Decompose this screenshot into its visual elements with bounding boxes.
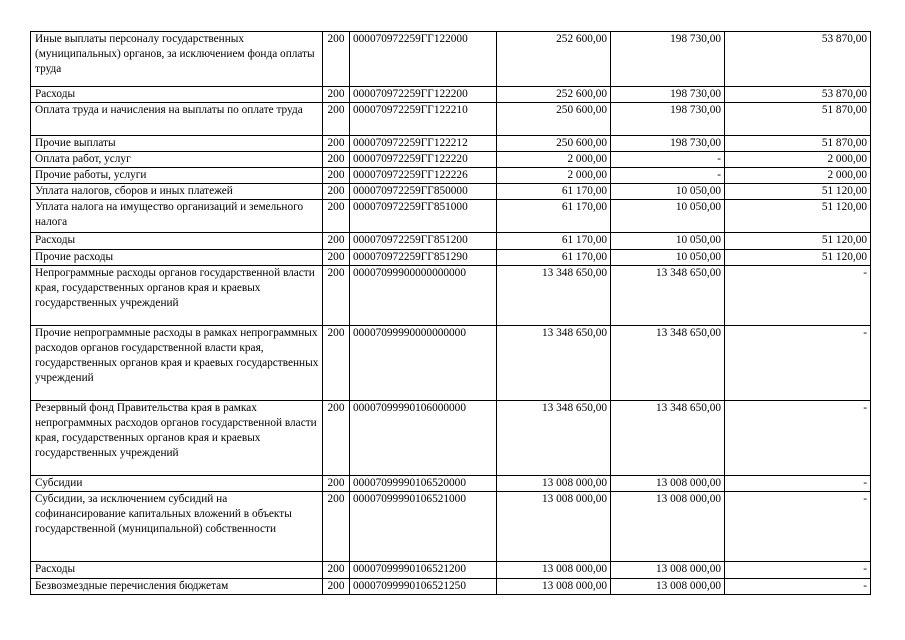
row-unexecuted-amount: - — [725, 562, 871, 579]
row-unexecuted-amount: 2 000,00 — [725, 168, 871, 184]
row-name: Субсидии, за исключением субсидий на софинансирование капитальных вложений в объекты государственной (муниципальной) собственности — [31, 492, 323, 562]
row-line-code: 200 — [323, 168, 350, 184]
table-row — [31, 103, 871, 136]
row-executed-amount: 10 050,00 — [611, 233, 725, 250]
row-name: Уплата налога на имущество организаций и земельного налога — [31, 200, 323, 233]
row-line-code: 200 — [323, 87, 350, 103]
row-executed-amount: 10 050,00 — [611, 184, 725, 200]
row-name: Безвозмездные перечисления бюджетам — [31, 579, 323, 595]
row-classification-code: 00007099990106000000 — [350, 401, 497, 476]
row-line-code: 200 — [323, 250, 350, 266]
row-name: Оплата труда и начисления на выплаты по оплате труда — [31, 103, 323, 136]
row-classification-code: 00007099990106521200 — [350, 562, 497, 579]
row-executed-amount: 13 008 000,00 — [611, 562, 725, 579]
row-executed-amount: 10 050,00 — [611, 250, 725, 266]
row-unexecuted-amount: 51 870,00 — [725, 136, 871, 152]
row-line-code: 200 — [323, 32, 350, 87]
row-unexecuted-amount: - — [725, 266, 871, 326]
row-name: Прочие расходы — [31, 250, 323, 266]
row-approved-amount: 252 600,00 — [497, 87, 611, 103]
table-row — [31, 266, 871, 326]
row-executed-amount: 13 008 000,00 — [611, 476, 725, 492]
row-name: Расходы — [31, 87, 323, 103]
row-unexecuted-amount: 2 000,00 — [725, 152, 871, 168]
row-executed-amount: - — [611, 168, 725, 184]
table-row — [31, 184, 871, 200]
row-executed-amount: 198 730,00 — [611, 32, 725, 87]
row-unexecuted-amount: 51 870,00 — [725, 103, 871, 136]
row-approved-amount: 13 348 650,00 — [497, 266, 611, 326]
row-line-code: 200 — [323, 562, 350, 579]
row-name: Субсидии — [31, 476, 323, 492]
row-unexecuted-amount: - — [725, 579, 871, 595]
row-approved-amount: 61 170,00 — [497, 250, 611, 266]
row-executed-amount: 198 730,00 — [611, 87, 725, 103]
row-name: Оплата работ, услуг — [31, 152, 323, 168]
row-classification-code: 000070972259ГГ122220 — [350, 152, 497, 168]
row-approved-amount: 252 600,00 — [497, 32, 611, 87]
row-line-code: 200 — [323, 200, 350, 233]
row-approved-amount: 61 170,00 — [497, 184, 611, 200]
row-unexecuted-amount: 51 120,00 — [725, 233, 871, 250]
row-line-code: 200 — [323, 476, 350, 492]
row-name: Иные выплаты персоналу государственных (муниципальных) органов, за исключением фонда оплаты труда — [31, 32, 323, 87]
row-executed-amount: 13 008 000,00 — [611, 492, 725, 562]
row-line-code: 200 — [323, 579, 350, 595]
table-row — [31, 136, 871, 152]
row-approved-amount: 250 600,00 — [497, 136, 611, 152]
row-line-code: 200 — [323, 136, 350, 152]
row-executed-amount: 13 348 650,00 — [611, 401, 725, 476]
row-unexecuted-amount: 53 870,00 — [725, 32, 871, 87]
row-approved-amount: 13 348 650,00 — [497, 326, 611, 401]
row-classification-code: 000070972259ГГ122226 — [350, 168, 497, 184]
row-classification-code: 000070972259ГГ851000 — [350, 200, 497, 233]
row-classification-code: 000070972259ГГ122212 — [350, 136, 497, 152]
table-row — [31, 250, 871, 266]
row-name: Прочие работы, услуги — [31, 168, 323, 184]
row-unexecuted-amount: 51 120,00 — [725, 184, 871, 200]
row-unexecuted-amount: - — [725, 492, 871, 562]
row-line-code: 200 — [323, 103, 350, 136]
table-row — [31, 87, 871, 103]
row-line-code: 200 — [323, 326, 350, 401]
table-row — [31, 476, 871, 492]
row-name: Уплата налогов, сборов и иных платежей — [31, 184, 323, 200]
table-row — [31, 492, 871, 562]
row-executed-amount: 10 050,00 — [611, 200, 725, 233]
row-classification-code: 00007099990106520000 — [350, 476, 497, 492]
row-approved-amount: 250 600,00 — [497, 103, 611, 136]
row-approved-amount: 13 008 000,00 — [497, 476, 611, 492]
row-approved-amount: 13 008 000,00 — [497, 579, 611, 595]
row-executed-amount: 198 730,00 — [611, 136, 725, 152]
budget-table-body — [31, 32, 871, 595]
row-classification-code: 000070972259ГГ122200 — [350, 87, 497, 103]
row-classification-code: 00007099990106521250 — [350, 579, 497, 595]
table-row — [31, 152, 871, 168]
row-unexecuted-amount: - — [725, 476, 871, 492]
row-name: Расходы — [31, 233, 323, 250]
row-line-code: 200 — [323, 184, 350, 200]
table-row — [31, 579, 871, 595]
table-row — [31, 233, 871, 250]
row-executed-amount: 13 348 650,00 — [611, 266, 725, 326]
row-approved-amount: 2 000,00 — [497, 168, 611, 184]
row-approved-amount: 13 348 650,00 — [497, 401, 611, 476]
row-name: Прочие непрограммные расходы в рамках непрограммных расходов органов государственной власти края, государственных органов края и краевых государственных учреждений — [31, 326, 323, 401]
row-line-code: 200 — [323, 401, 350, 476]
row-executed-amount: - — [611, 152, 725, 168]
row-line-code: 200 — [323, 266, 350, 326]
row-unexecuted-amount: 51 120,00 — [725, 200, 871, 233]
table-row — [31, 562, 871, 579]
row-unexecuted-amount: 51 120,00 — [725, 250, 871, 266]
row-line-code: 200 — [323, 492, 350, 562]
row-classification-code: 000070972259ГГ851290 — [350, 250, 497, 266]
row-unexecuted-amount: - — [725, 326, 871, 401]
row-name: Резервный фонд Правительства края в рамках непрограммных расходов органов государственной власти края, государственных органов края и краевых государственных учреждений — [31, 401, 323, 476]
row-name: Непрограммные расходы органов государственной власти края, государственных органов края и краевых государственных учреждений — [31, 266, 323, 326]
row-unexecuted-amount: - — [725, 401, 871, 476]
row-executed-amount: 13 348 650,00 — [611, 326, 725, 401]
table-row — [31, 326, 871, 401]
row-classification-code: 00007099990000000000 — [350, 326, 497, 401]
row-classification-code: 00007099990106521000 — [350, 492, 497, 562]
row-approved-amount: 61 170,00 — [497, 200, 611, 233]
row-approved-amount: 13 008 000,00 — [497, 492, 611, 562]
row-classification-code: 00007099900000000000 — [350, 266, 497, 326]
row-executed-amount: 198 730,00 — [611, 103, 725, 136]
table-row — [31, 32, 871, 87]
row-name: Расходы — [31, 562, 323, 579]
row-line-code: 200 — [323, 152, 350, 168]
table-row — [31, 168, 871, 184]
row-unexecuted-amount: 53 870,00 — [725, 87, 871, 103]
row-approved-amount: 13 008 000,00 — [497, 562, 611, 579]
row-classification-code: 000070972259ГГ850000 — [350, 184, 497, 200]
table-row — [31, 401, 871, 476]
row-approved-amount: 61 170,00 — [497, 233, 611, 250]
budget-table — [30, 31, 871, 595]
row-classification-code: 000070972259ГГ122210 — [350, 103, 497, 136]
row-executed-amount: 13 008 000,00 — [611, 579, 725, 595]
row-line-code: 200 — [323, 233, 350, 250]
row-classification-code: 000070972259ГГ851200 — [350, 233, 497, 250]
row-classification-code: 000070972259ГГ122000 — [350, 32, 497, 87]
row-name: Прочие выплаты — [31, 136, 323, 152]
row-approved-amount: 2 000,00 — [497, 152, 611, 168]
table-row — [31, 200, 871, 233]
